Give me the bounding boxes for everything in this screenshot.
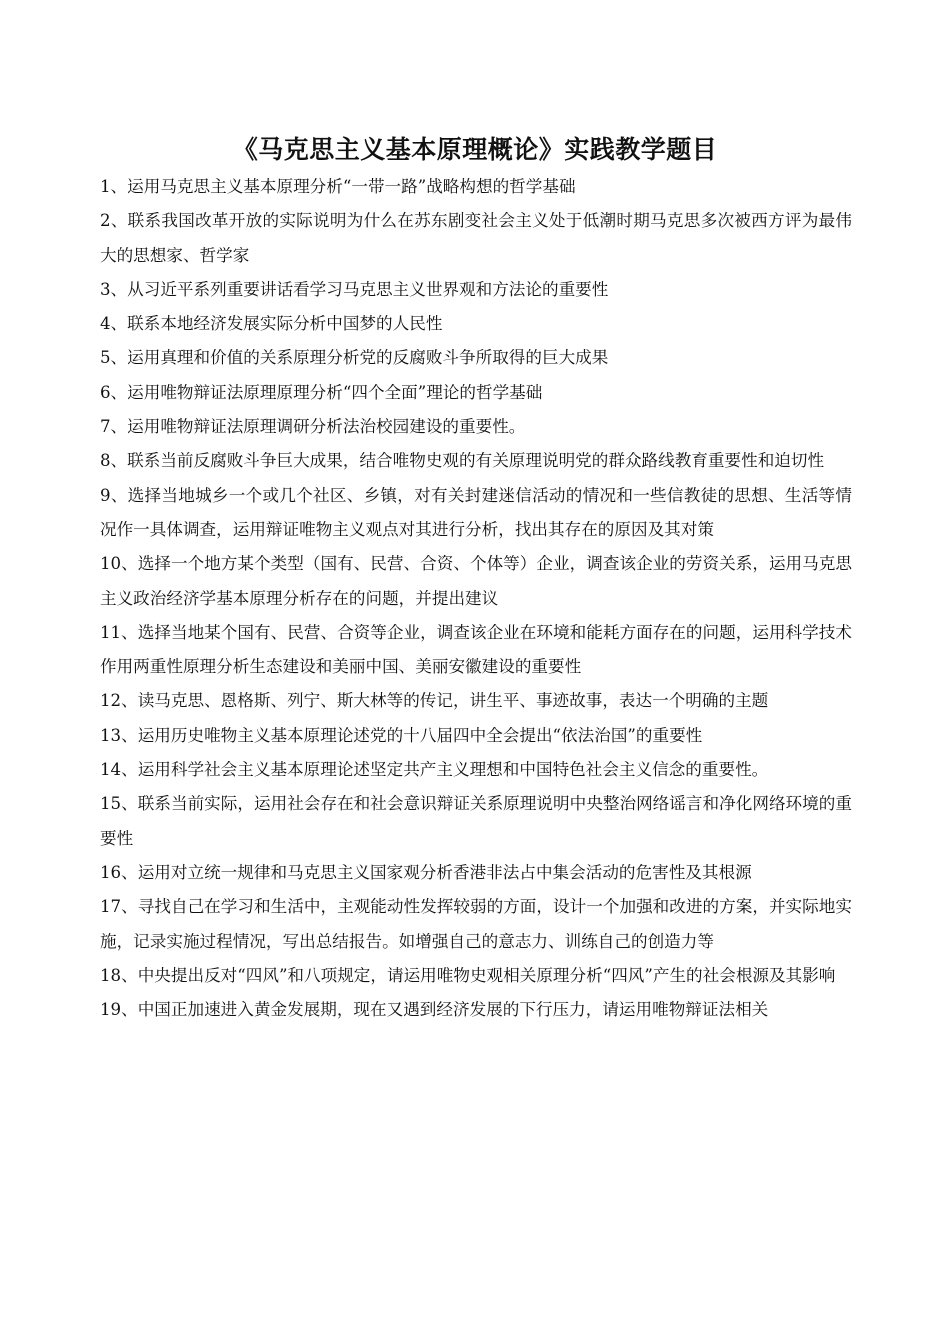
- list-item: 8、联系当前反腐败斗争巨大成果，结合唯物史观的有关原理说明党的群众路线教育重要性和迫切性: [100, 451, 825, 471]
- list-item: 18、中央提出反对“四风”和八项规定，请运用唯物史观相关原理分析“四风”产生的社会根源及其影响: [100, 965, 836, 985]
- list-item: 10、选择一个地方某个类型（国有、民营、合资、个体等）企业，调查该企业的劳资关系，运用马克思主义政治经济学基本原理分析存在的问题，并提出建议: [100, 554, 852, 608]
- list-item: 13、运用历史唯物主义基本原理论述党的十八届四中全会提出“依法治国”的重要性: [100, 725, 703, 745]
- list-item: 2、联系我国改革开放的实际说明为什么在苏东剧变社会主义处于低潮时期马克思多次被西方评为最伟大的思想家、哲学家: [100, 211, 852, 265]
- list-item: 6、运用唯物辩证法原理原理分析“四个全面”理论的哲学基础: [100, 382, 543, 402]
- list-item: 9、选择当地城乡一个或几个社区、乡镇，对有关封建迷信活动的情况和一些信教徒的思想、生活等情况作一具体调查，运用辩证唯物主义观点对其进行分析，找出其存在的原因及其对策: [100, 485, 852, 539]
- list-item: 12、读马克思、恩格斯、列宁、斯大林等的传记，讲生平、事迹故事，表达一个明确的主题: [100, 691, 769, 711]
- list-item: 14、运用科学社会主义基本原理论述坚定共产主义理想和中国特色社会主义信念的重要性。: [100, 760, 769, 780]
- list-item: 3、从习近平系列重要讲话看学习马克思主义世界观和方法论的重要性: [100, 279, 609, 299]
- list-item: 4、联系本地经济发展实际分析中国梦的人民性: [100, 314, 443, 334]
- list-item: 1、运用马克思主义基本原理分析“一带一路”战略构想的哲学基础: [100, 177, 576, 196]
- list-item: 19、中国正加速进入黄金发展期，现在又遇到经济发展的下行压力，请运用唯物辩证法相关: [100, 1000, 769, 1020]
- page-title: 《马克思主义基本原理概论》实践教学题目: [232, 135, 718, 164]
- list-item: 17、寻找自己在学习和生活中，主观能动性发挥较弱的方面，设计一个加强和改进的方案，并实际地实施，记录实施过程情况，写出总结报告。如增强自己的意志力、训练自己的创造力等: [100, 897, 852, 951]
- list-item: 16、运用对立统一规律和马克思主义国家观分析香港非法占中集会活动的危害性及其根源: [100, 862, 752, 882]
- list-item: 7、运用唯物辩证法原理调研分析法治校园建设的重要性。: [100, 417, 526, 437]
- list-item: 5、运用真理和价值的关系原理分析党的反腐败斗争所取得的巨大成果: [100, 348, 609, 368]
- list-item: 11、选择当地某个国有、民营、合资等企业，调查该企业在环境和能耗方面存在的问题，运用科学技术作用两重性原理分析生态建设和美丽中国、美丽安徽建设的重要性: [100, 622, 852, 677]
- list-item: 15、联系当前实际，运用社会存在和社会意识辩证关系原理说明中央整治网络谣言和净化网络环境的重要性: [100, 794, 852, 848]
- topic-list: [100, 170, 852, 1027]
